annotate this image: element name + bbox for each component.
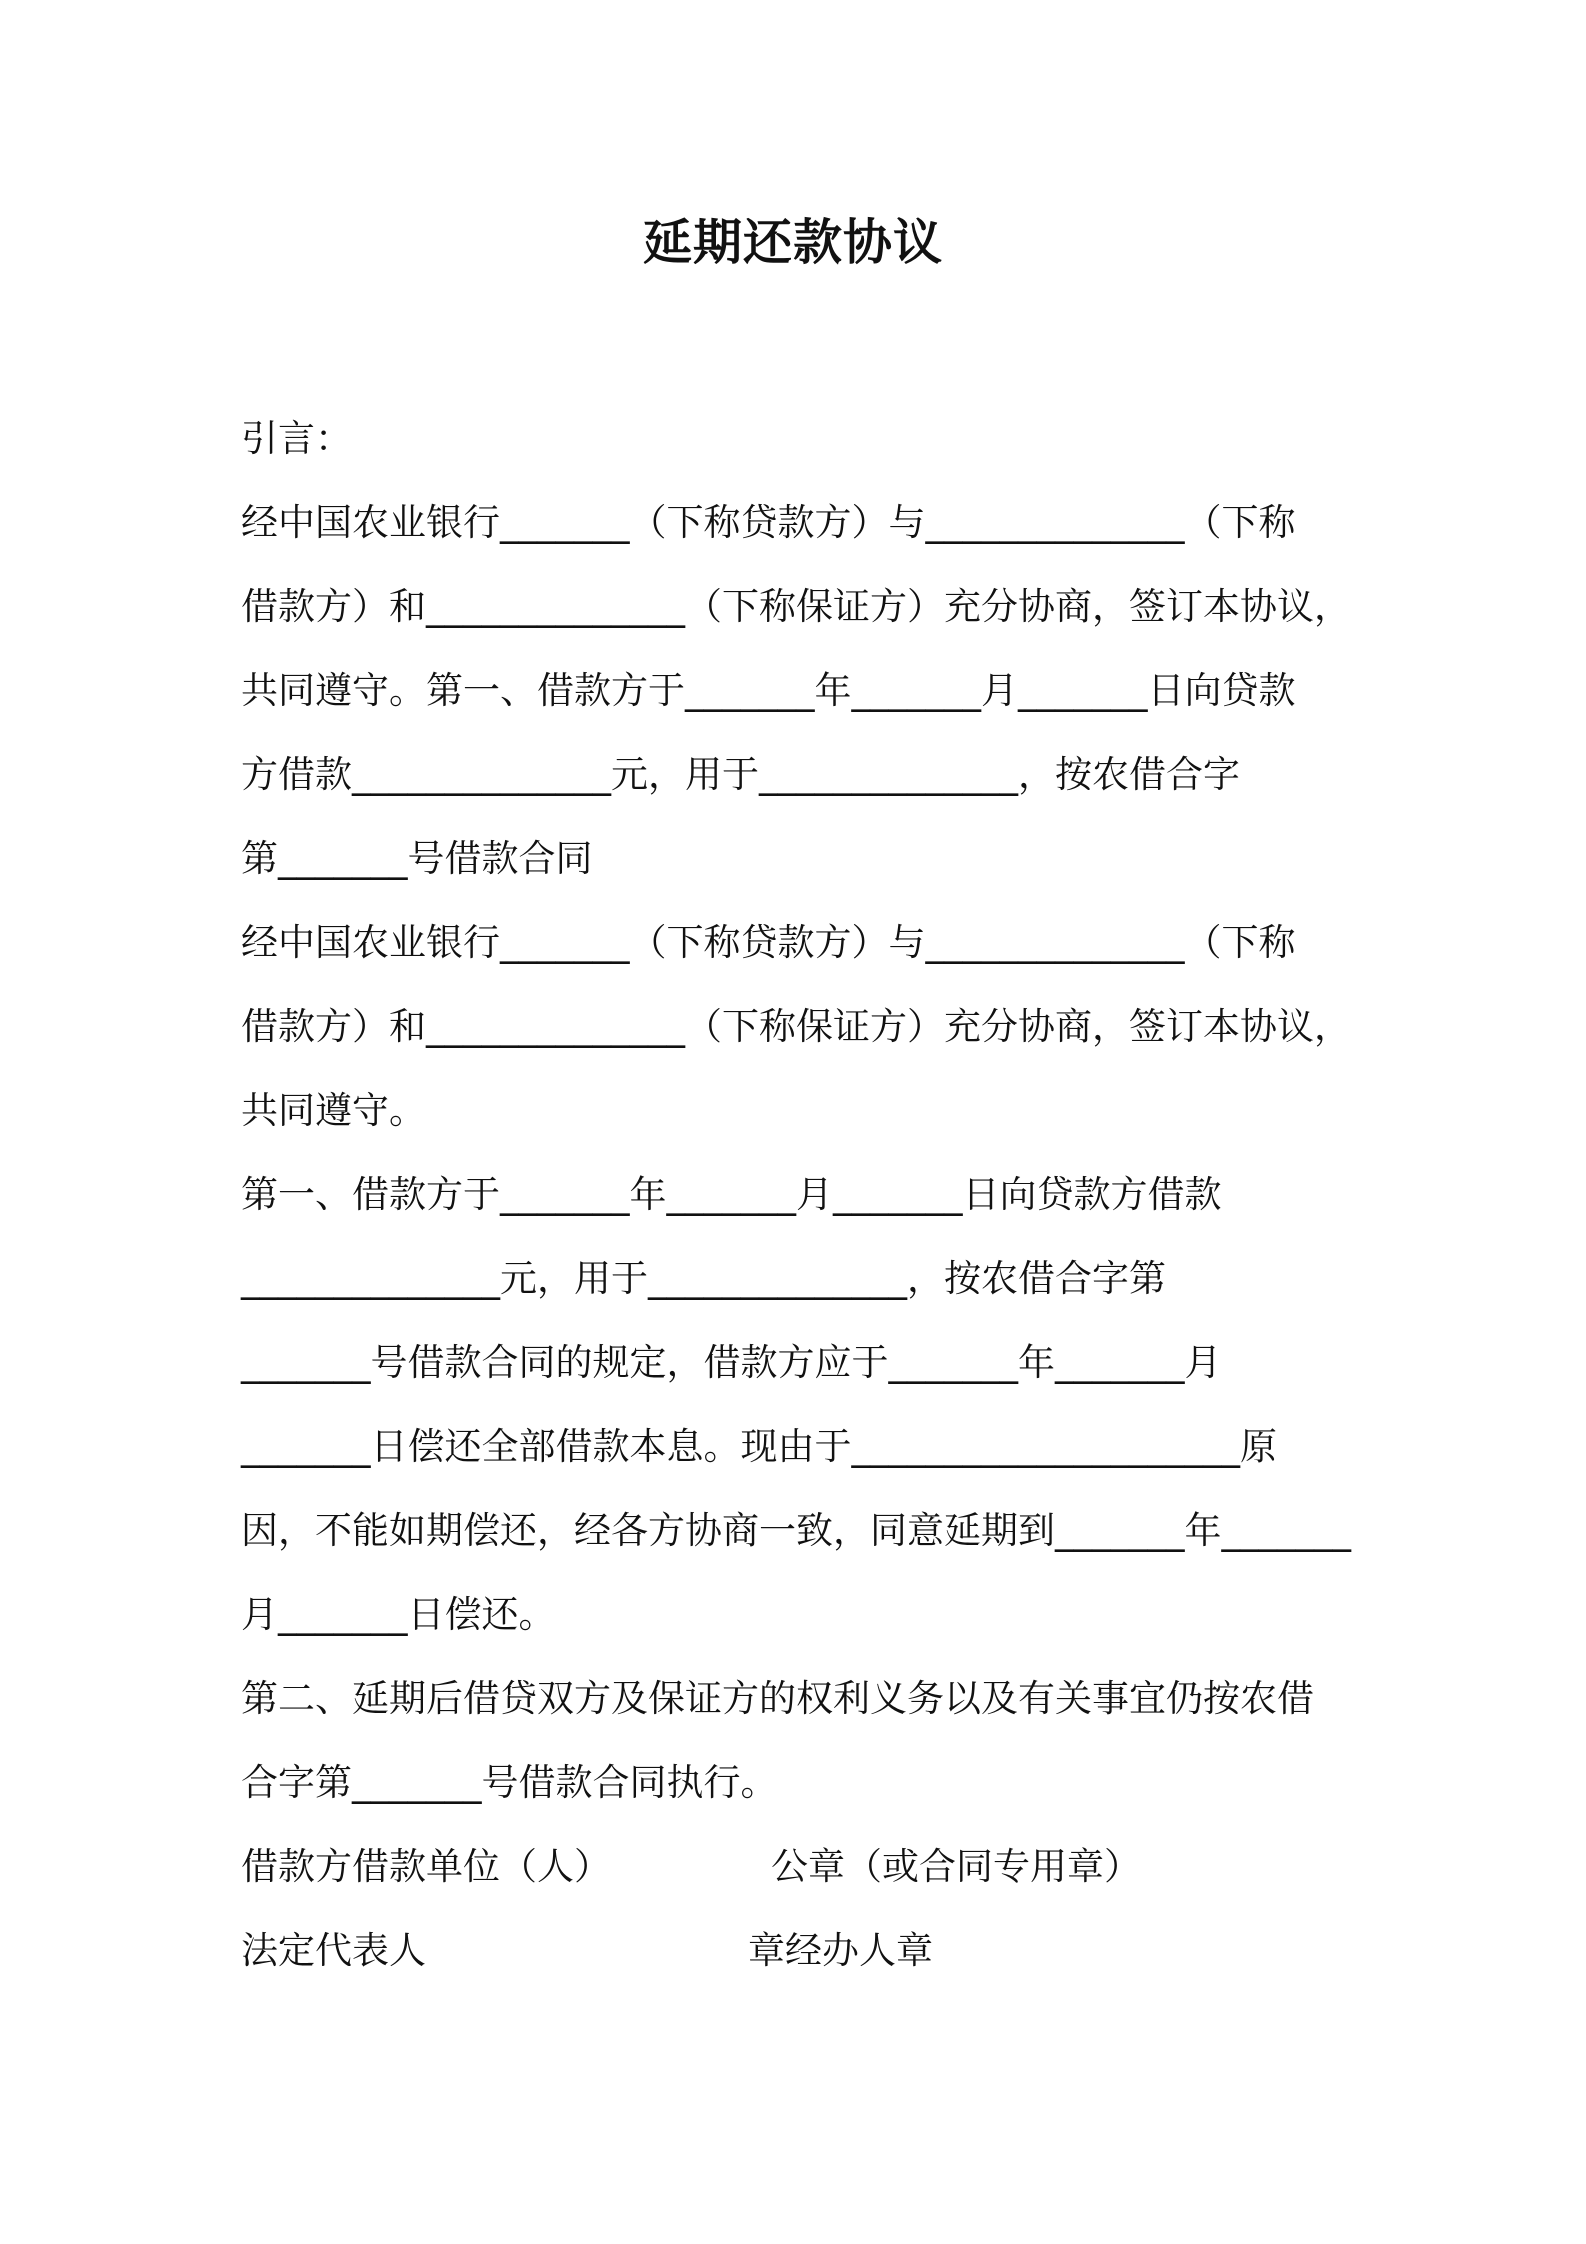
body-line: 借款方）和______________（下称保证方）充分协商，签订本协议， [241,585,1351,628]
legal-representative-label: 法定代表人 [241,1929,426,1972]
body-line: 方借款______________元，用于______________，按农借合字 [241,753,1240,796]
intro-heading: 引言： [241,417,352,460]
handler-seal-label: 章经办人章 [748,1929,933,1972]
body-line: 经中国农业银行_______（下称贷款方）与______________（下称 [241,501,1296,544]
clause-two-line: 第二、延期后借贷双方及保证方的权利义务以及有关事宜仍按农借 [241,1677,1314,1720]
clause-one-line: 第一、借款方于_______年_______月_______日向贷款方借款 [241,1173,1222,1216]
official-seal-label: 公章（或合同专用章） [771,1845,1141,1888]
body-line: 共同遵守。第一、借款方于_______年_______月_______日向贷款 [241,669,1296,712]
body-line: 第_______号借款合同 [241,837,593,880]
clause-one-line: 因，不能如期偿还，经各方协商一致，同意延期到_______年_______ [241,1509,1351,1552]
document-title: 延期还款协议 [642,214,943,271]
clause-one-line: 月_______日偿还。 [241,1593,556,1636]
body-line: 共同遵守。 [241,1089,426,1132]
body-line: 借款方）和______________（下称保证方）充分协商，签订本协议， [241,1005,1351,1048]
clause-two-line: 合字第_______号借款合同执行。 [241,1761,778,1804]
clause-one-line: ______________元，用于______________，按农借合字第 [241,1257,1166,1300]
borrower-unit-label: 借款方借款单位（人） [241,1845,611,1888]
clause-one-line: _______号借款合同的规定，借款方应于_______年_______月 [241,1341,1222,1384]
body-line: 经中国农业银行_______（下称贷款方）与______________（下称 [241,921,1296,964]
clause-one-line: _______日偿还全部借款本息。现由于_____________________原 [241,1425,1277,1468]
